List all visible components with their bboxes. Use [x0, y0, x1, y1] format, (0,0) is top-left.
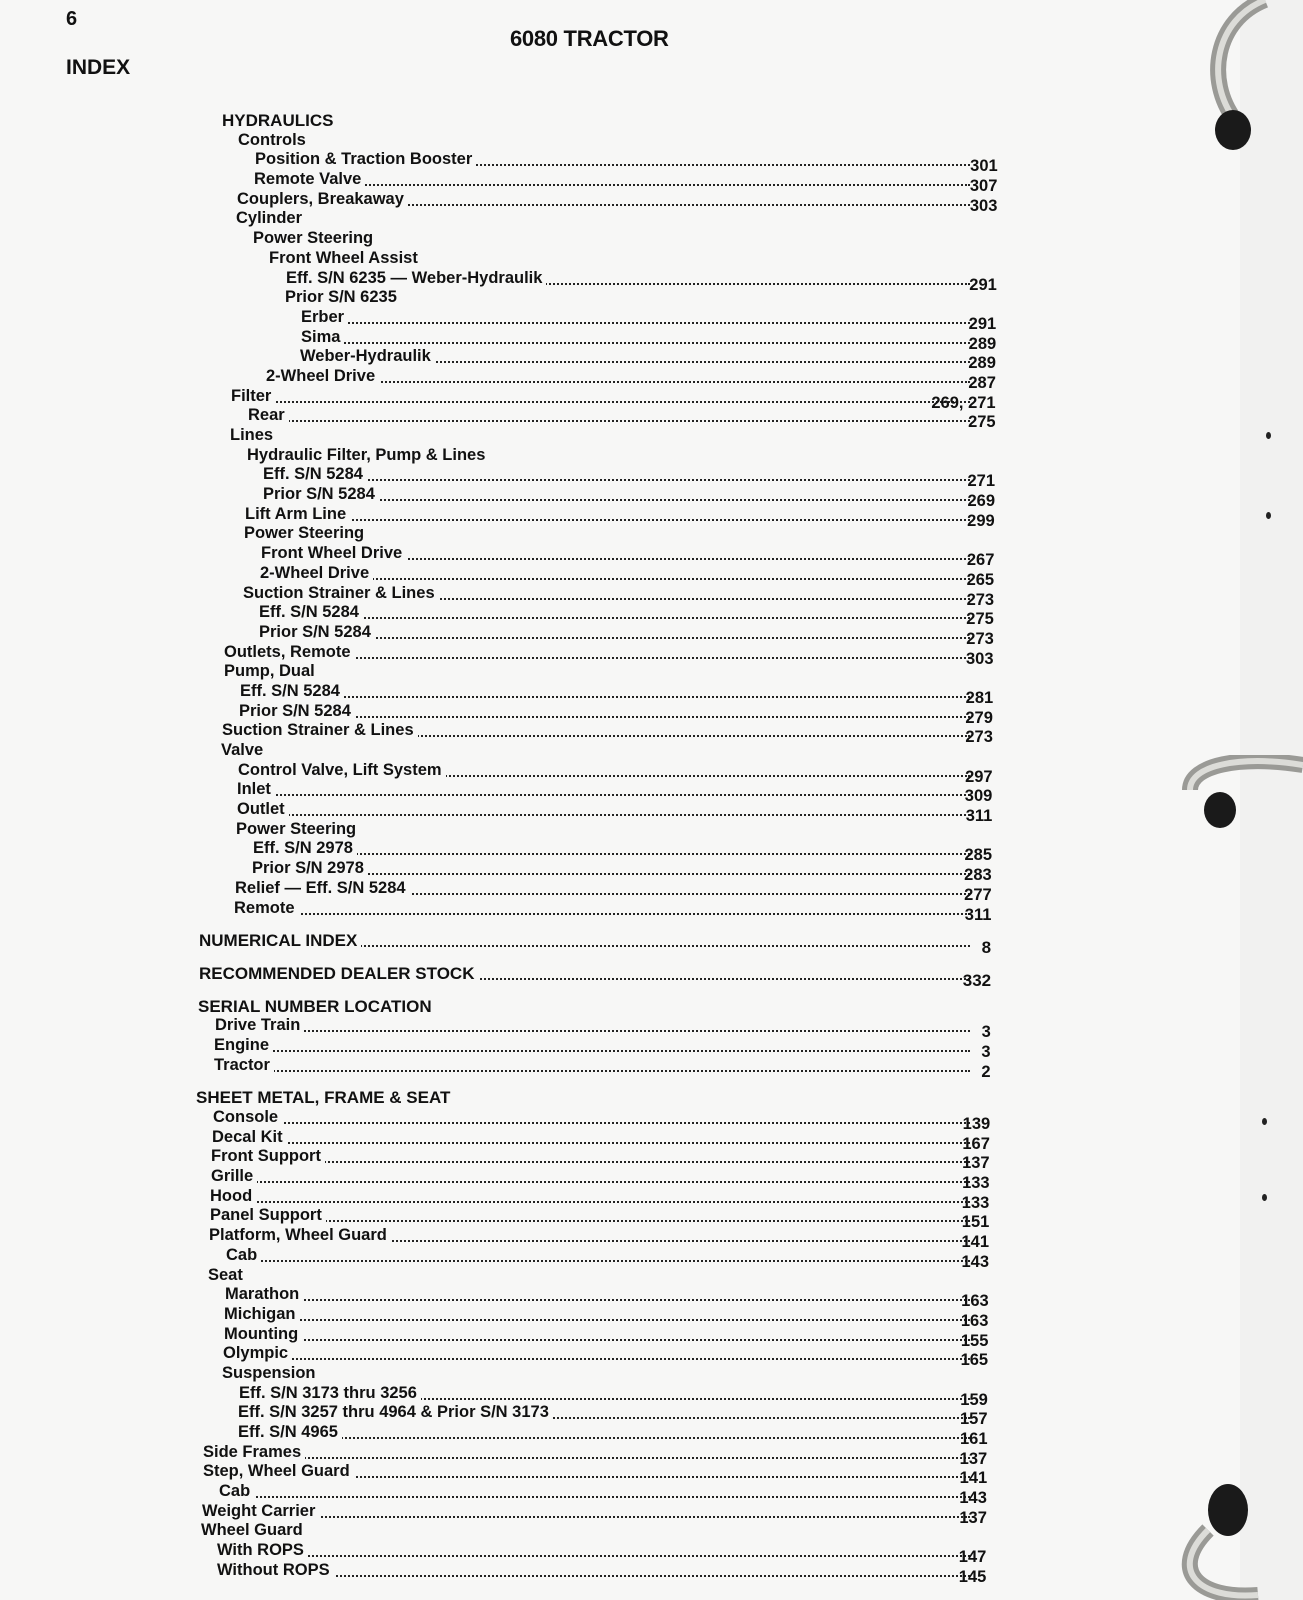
entry-label: Seat	[208, 1266, 247, 1286]
entry-page-ref: 139	[962, 1115, 991, 1133]
entry-label: Tractor	[214, 1056, 274, 1076]
entry-label: Controls	[238, 131, 310, 151]
entry-page-ref: 332	[962, 970, 992, 990]
entry-label: Cab	[226, 1246, 261, 1266]
entry-label: Eff. S/N 5284	[259, 603, 363, 623]
dot-leader	[245, 505, 970, 521]
entry-page-ref: 141	[959, 1469, 988, 1488]
dot-leader	[203, 1443, 970, 1459]
index-entry	[0, 307, 1020, 333]
entry-label: Eff. S/N 3257 thru 4964 & Prior S/N 3173	[238, 1403, 553, 1423]
entry-page-ref: 269	[967, 492, 995, 511]
entry-label: Side Frames	[203, 1443, 305, 1463]
entry-page-ref: 3	[981, 1023, 991, 1042]
entry-label: 2-Wheel Drive	[260, 564, 373, 584]
index-entry	[0, 1442, 1020, 1468]
index-entry	[0, 1285, 1020, 1311]
index-entry	[0, 1304, 1020, 1330]
entry-page-ref: 303	[969, 196, 998, 215]
entry-page-ref: 277	[964, 885, 992, 904]
entry-page-ref: 285	[964, 846, 992, 865]
entry-label: Suction Strainer & Lines	[243, 584, 439, 604]
dot-leader	[240, 682, 970, 698]
index-entry	[0, 839, 1020, 865]
entry-page-ref: 3	[981, 1042, 991, 1061]
entry-page-ref: 133	[962, 1174, 990, 1193]
dot-leader	[214, 1036, 970, 1052]
speck	[1266, 512, 1271, 519]
entry-page-ref: 167	[962, 1134, 990, 1153]
speck	[1262, 1118, 1267, 1125]
entry-label: Prior S/N 2978	[252, 859, 368, 879]
entry-page-ref: 141	[961, 1233, 989, 1252]
entry-page-ref: 291	[969, 275, 997, 294]
entry-label: Platform, Wheel Guard	[209, 1226, 391, 1246]
index-entry	[0, 406, 1020, 432]
entry-label: Power Steering	[244, 524, 368, 544]
entry-page-ref: 281	[965, 688, 994, 707]
entry-label: Eff. S/N 2978	[253, 839, 357, 859]
entry-page-ref: 163	[961, 1292, 989, 1311]
dot-leader	[212, 1128, 970, 1144]
entry-label: Sima	[301, 328, 344, 348]
entry-page-ref: 287	[968, 373, 996, 392]
dot-leader	[237, 780, 970, 796]
index-entry	[0, 1403, 1020, 1429]
entry-page-ref: 299	[967, 511, 995, 530]
index-entry	[0, 701, 1020, 727]
entry-page-ref: 133	[961, 1193, 990, 1212]
index-entry	[0, 347, 1020, 373]
binder-ring-top	[1195, 0, 1303, 150]
entry-label: Power Steering	[253, 229, 377, 249]
index-heading: INDEX	[66, 56, 131, 79]
entry-label: Front Wheel Drive	[261, 544, 406, 564]
entry-label: Suspension	[222, 1364, 320, 1384]
entry-page-ref: 275	[968, 413, 996, 432]
dot-leader	[301, 308, 970, 324]
entry-label: Eff. S/N 3173 thru 3256	[239, 1384, 421, 1404]
entry-label: Eff. S/N 4965	[238, 1423, 342, 1443]
index-entry	[0, 1462, 1020, 1488]
index-entry	[0, 465, 1020, 491]
index-entry	[0, 878, 1020, 904]
entry-label: Lift Arm Line	[245, 505, 350, 525]
index-section-heading	[0, 111, 1020, 131]
entry-label: Grille	[211, 1167, 257, 1187]
index-entry	[0, 386, 1020, 412]
entry-label: Step, Wheel Guard	[203, 1462, 354, 1482]
entry-label: Valve	[221, 741, 267, 761]
entry-label: Suction Strainer & Lines	[222, 721, 418, 741]
dot-leader	[213, 1108, 970, 1124]
index-entry	[0, 1147, 1020, 1173]
index-entry	[0, 1364, 1020, 1384]
index-list	[0, 111, 1020, 1586]
entry-label: Lines	[230, 426, 277, 446]
index-entry	[0, 662, 1020, 682]
dot-leader	[223, 1344, 970, 1360]
index-entry	[0, 1266, 1020, 1286]
entry-label: Prior S/N 6235	[285, 288, 401, 308]
entry-label: Prior S/N 5284	[239, 702, 355, 722]
index-entry	[0, 446, 1020, 466]
index-entry	[0, 1186, 1020, 1212]
entry-label: Front Support	[211, 1147, 325, 1167]
entry-page-ref: 143	[961, 1252, 989, 1271]
entry-label: Olympic	[223, 1344, 292, 1364]
index-entry	[0, 1167, 1020, 1193]
entry-label: Eff. S/N 5284	[263, 465, 367, 485]
entry-label: Wheel Guard	[201, 1521, 307, 1541]
entry-page-ref: 283	[964, 866, 992, 885]
entry-label: Couplers, Breakaway	[237, 190, 408, 210]
index-entry	[0, 544, 1020, 570]
entry-page-ref: 269, 271	[931, 393, 996, 412]
entry-label: SERIAL NUMBER LOCATION	[198, 997, 436, 1017]
entry-label: Front Wheel Assist	[269, 249, 422, 269]
entry-page-ref: 273	[965, 728, 993, 747]
dot-leader	[231, 387, 970, 403]
binder-ring-middle	[1180, 755, 1303, 835]
index-entry	[0, 170, 1020, 196]
index-entry	[0, 622, 1020, 648]
entry-page-ref: 273	[966, 590, 995, 609]
entry-label: Relief — Eff. S/N 5284	[235, 879, 410, 899]
entry-page-ref: 147	[958, 1548, 987, 1567]
entry-label: Panel Support	[210, 1206, 326, 1226]
entry-label: Prior S/N 5284	[263, 485, 379, 505]
index-entry	[0, 1035, 1020, 1061]
entry-label: Remote	[234, 899, 299, 919]
entry-label: Marathon	[225, 1285, 303, 1305]
index-entry	[0, 485, 1020, 511]
index-entry	[0, 642, 1020, 668]
dot-leader	[259, 603, 970, 619]
entry-page-ref: 297	[965, 767, 993, 786]
index-section-heading	[0, 1088, 1020, 1108]
index-entry	[0, 1344, 1020, 1370]
entry-page-ref: 289	[968, 354, 996, 373]
index-entry	[0, 150, 1020, 176]
index-entry	[0, 1055, 1020, 1081]
entry-page-ref: 265	[966, 570, 995, 589]
index-entry	[0, 1108, 1020, 1133]
dot-leader	[226, 1246, 970, 1262]
dot-leader	[210, 1187, 970, 1203]
entry-page-ref: 289	[968, 334, 997, 353]
index-entry	[0, 229, 1020, 249]
entry-label: NUMERICAL INDEX	[199, 931, 361, 951]
binder-ring-bottom	[1168, 1480, 1303, 1600]
entry-page-ref: 311	[965, 807, 993, 826]
entry-label: Rear	[248, 406, 289, 426]
index-entry	[0, 898, 1020, 924]
page-number: 6	[66, 8, 78, 30]
index-entry	[0, 859, 1020, 885]
entry-page-ref: 151	[961, 1213, 990, 1232]
entry-label: Position & Traction Booster	[255, 150, 476, 170]
dot-leader	[301, 328, 970, 344]
entry-page-ref: 143	[959, 1489, 987, 1508]
entry-label: Remote Valve	[254, 170, 365, 190]
document-title: 6080 TRACTOR	[510, 26, 669, 51]
entry-label: Weight Carrier	[202, 1502, 319, 1522]
dot-leader	[263, 465, 970, 481]
index-entry	[0, 760, 1020, 786]
dot-leader	[224, 1305, 970, 1321]
entry-label: Cylinder	[236, 209, 306, 229]
index-entry	[0, 800, 1020, 826]
entry-page-ref: 267	[966, 551, 995, 570]
entry-page-ref: 161	[959, 1430, 988, 1448]
index-entry	[0, 209, 1020, 229]
entry-page-ref: 273	[966, 629, 994, 648]
entry-label: Outlet	[237, 800, 289, 820]
dot-leader	[217, 1541, 970, 1557]
entry-label: Console	[213, 1108, 282, 1128]
entry-page-ref: 157	[959, 1410, 988, 1429]
index-entry	[0, 327, 1020, 353]
index-entry	[0, 426, 1020, 446]
entry-label: Hydraulic Filter, Pump & Lines	[247, 446, 489, 466]
entry-page-ref: 275	[966, 610, 994, 629]
entry-page-ref: 279	[965, 708, 993, 727]
entry-label: Control Valve, Lift System	[238, 761, 446, 781]
entry-page-ref: 301	[970, 157, 998, 176]
index-entry	[0, 583, 1020, 609]
index-entry	[0, 268, 1020, 294]
index-section-heading	[0, 963, 1020, 990]
index-entry	[0, 1423, 1020, 1448]
index-section-heading	[0, 997, 1020, 1017]
entry-page-ref: 137	[959, 1449, 988, 1468]
index-entry	[0, 1245, 1020, 1271]
index-entry	[0, 681, 1020, 707]
entry-label: Eff. S/N 6235 — Weber-Hydraulik	[286, 269, 546, 289]
entry-page-ref: 145	[958, 1567, 987, 1586]
entry-page-ref: 163	[960, 1311, 989, 1330]
index-entry	[0, 1324, 1020, 1350]
entry-page-ref: 137	[962, 1154, 990, 1173]
index-entry	[0, 1016, 1020, 1042]
dot-leader	[215, 1016, 970, 1032]
entry-page-ref: 307	[969, 177, 998, 196]
entry-label: Cab	[219, 1482, 254, 1502]
index-entry	[0, 1501, 1020, 1527]
dot-leader	[225, 1285, 970, 1301]
entry-label: RECOMMENDED DEALER STOCK	[199, 964, 478, 984]
entry-label: 2-Wheel Drive	[266, 367, 379, 387]
dot-leader	[248, 406, 970, 422]
index-entry	[0, 366, 1020, 392]
entry-page-ref: 291	[968, 314, 997, 333]
index-entry	[0, 524, 1020, 544]
index-entry	[0, 1541, 1020, 1567]
entry-label: Weber-Hydraulik	[300, 347, 435, 367]
entry-label: Outlets, Remote	[224, 643, 355, 663]
dot-leader	[211, 1167, 970, 1183]
entry-label: Hood	[210, 1187, 256, 1207]
dot-leader	[238, 1423, 970, 1439]
index-entry	[0, 131, 1020, 151]
index-entry	[0, 780, 1020, 806]
index-entry	[0, 1226, 1020, 1252]
dot-leader	[214, 1056, 970, 1072]
entry-label: Drive Train	[215, 1016, 304, 1036]
index-entry	[0, 563, 1020, 589]
entry-label: Power Steering	[236, 820, 360, 840]
entry-page-ref: 271	[967, 472, 995, 491]
index-entry	[0, 1482, 1020, 1508]
index-entry	[0, 288, 1020, 308]
entry-label: Eff. S/N 5284	[240, 682, 344, 702]
dot-leader	[224, 1325, 970, 1341]
entry-label: Prior S/N 5284	[259, 623, 375, 643]
entry-page-ref: 159	[960, 1390, 988, 1409]
speck	[1266, 432, 1271, 439]
entry-page-ref: 311	[964, 905, 992, 924]
index-entry	[0, 1521, 1020, 1541]
index-section-heading	[0, 931, 1020, 958]
dot-leader	[219, 1482, 970, 1498]
dot-leader	[234, 899, 970, 915]
index-entry	[0, 249, 1020, 269]
entry-page-ref: 309	[964, 787, 993, 806]
entry-page-ref: 2	[981, 1062, 991, 1081]
index-entry	[0, 189, 1020, 215]
index-entry	[0, 721, 1020, 747]
index-entry	[0, 741, 1020, 761]
dot-leader	[237, 800, 970, 816]
index-entry	[0, 1560, 1020, 1586]
entry-label: HYDRAULICS	[222, 111, 337, 131]
dot-leader	[253, 839, 970, 855]
entry-label: Mounting	[224, 1325, 302, 1345]
entry-label: Erber	[301, 308, 348, 328]
index-entry	[0, 1206, 1020, 1232]
entry-label: Engine	[214, 1036, 273, 1056]
entry-label: Michigan	[224, 1305, 300, 1325]
entry-page-ref: 165	[960, 1351, 989, 1370]
entry-page-ref: 8	[981, 938, 992, 958]
entry-label: SHEET METAL, FRAME & SEAT	[196, 1088, 454, 1108]
speck	[1262, 1194, 1267, 1201]
entry-label: Decal Kit	[212, 1128, 287, 1148]
index-entry	[0, 1127, 1020, 1153]
entry-page-ref: 137	[959, 1508, 987, 1527]
entry-label: Pump, Dual	[224, 662, 319, 682]
entry-label: Without ROPS	[217, 1561, 334, 1581]
index-entry	[0, 820, 1020, 840]
entry-label: Inlet	[237, 780, 275, 800]
entry-page-ref: 155	[960, 1331, 989, 1350]
entry-label: Filter	[231, 387, 275, 407]
index-entry	[0, 1383, 1020, 1409]
entry-label: With ROPS	[217, 1541, 308, 1561]
index-entry	[0, 504, 1020, 530]
index-entry	[0, 603, 1020, 629]
entry-page-ref: 303	[965, 649, 994, 668]
